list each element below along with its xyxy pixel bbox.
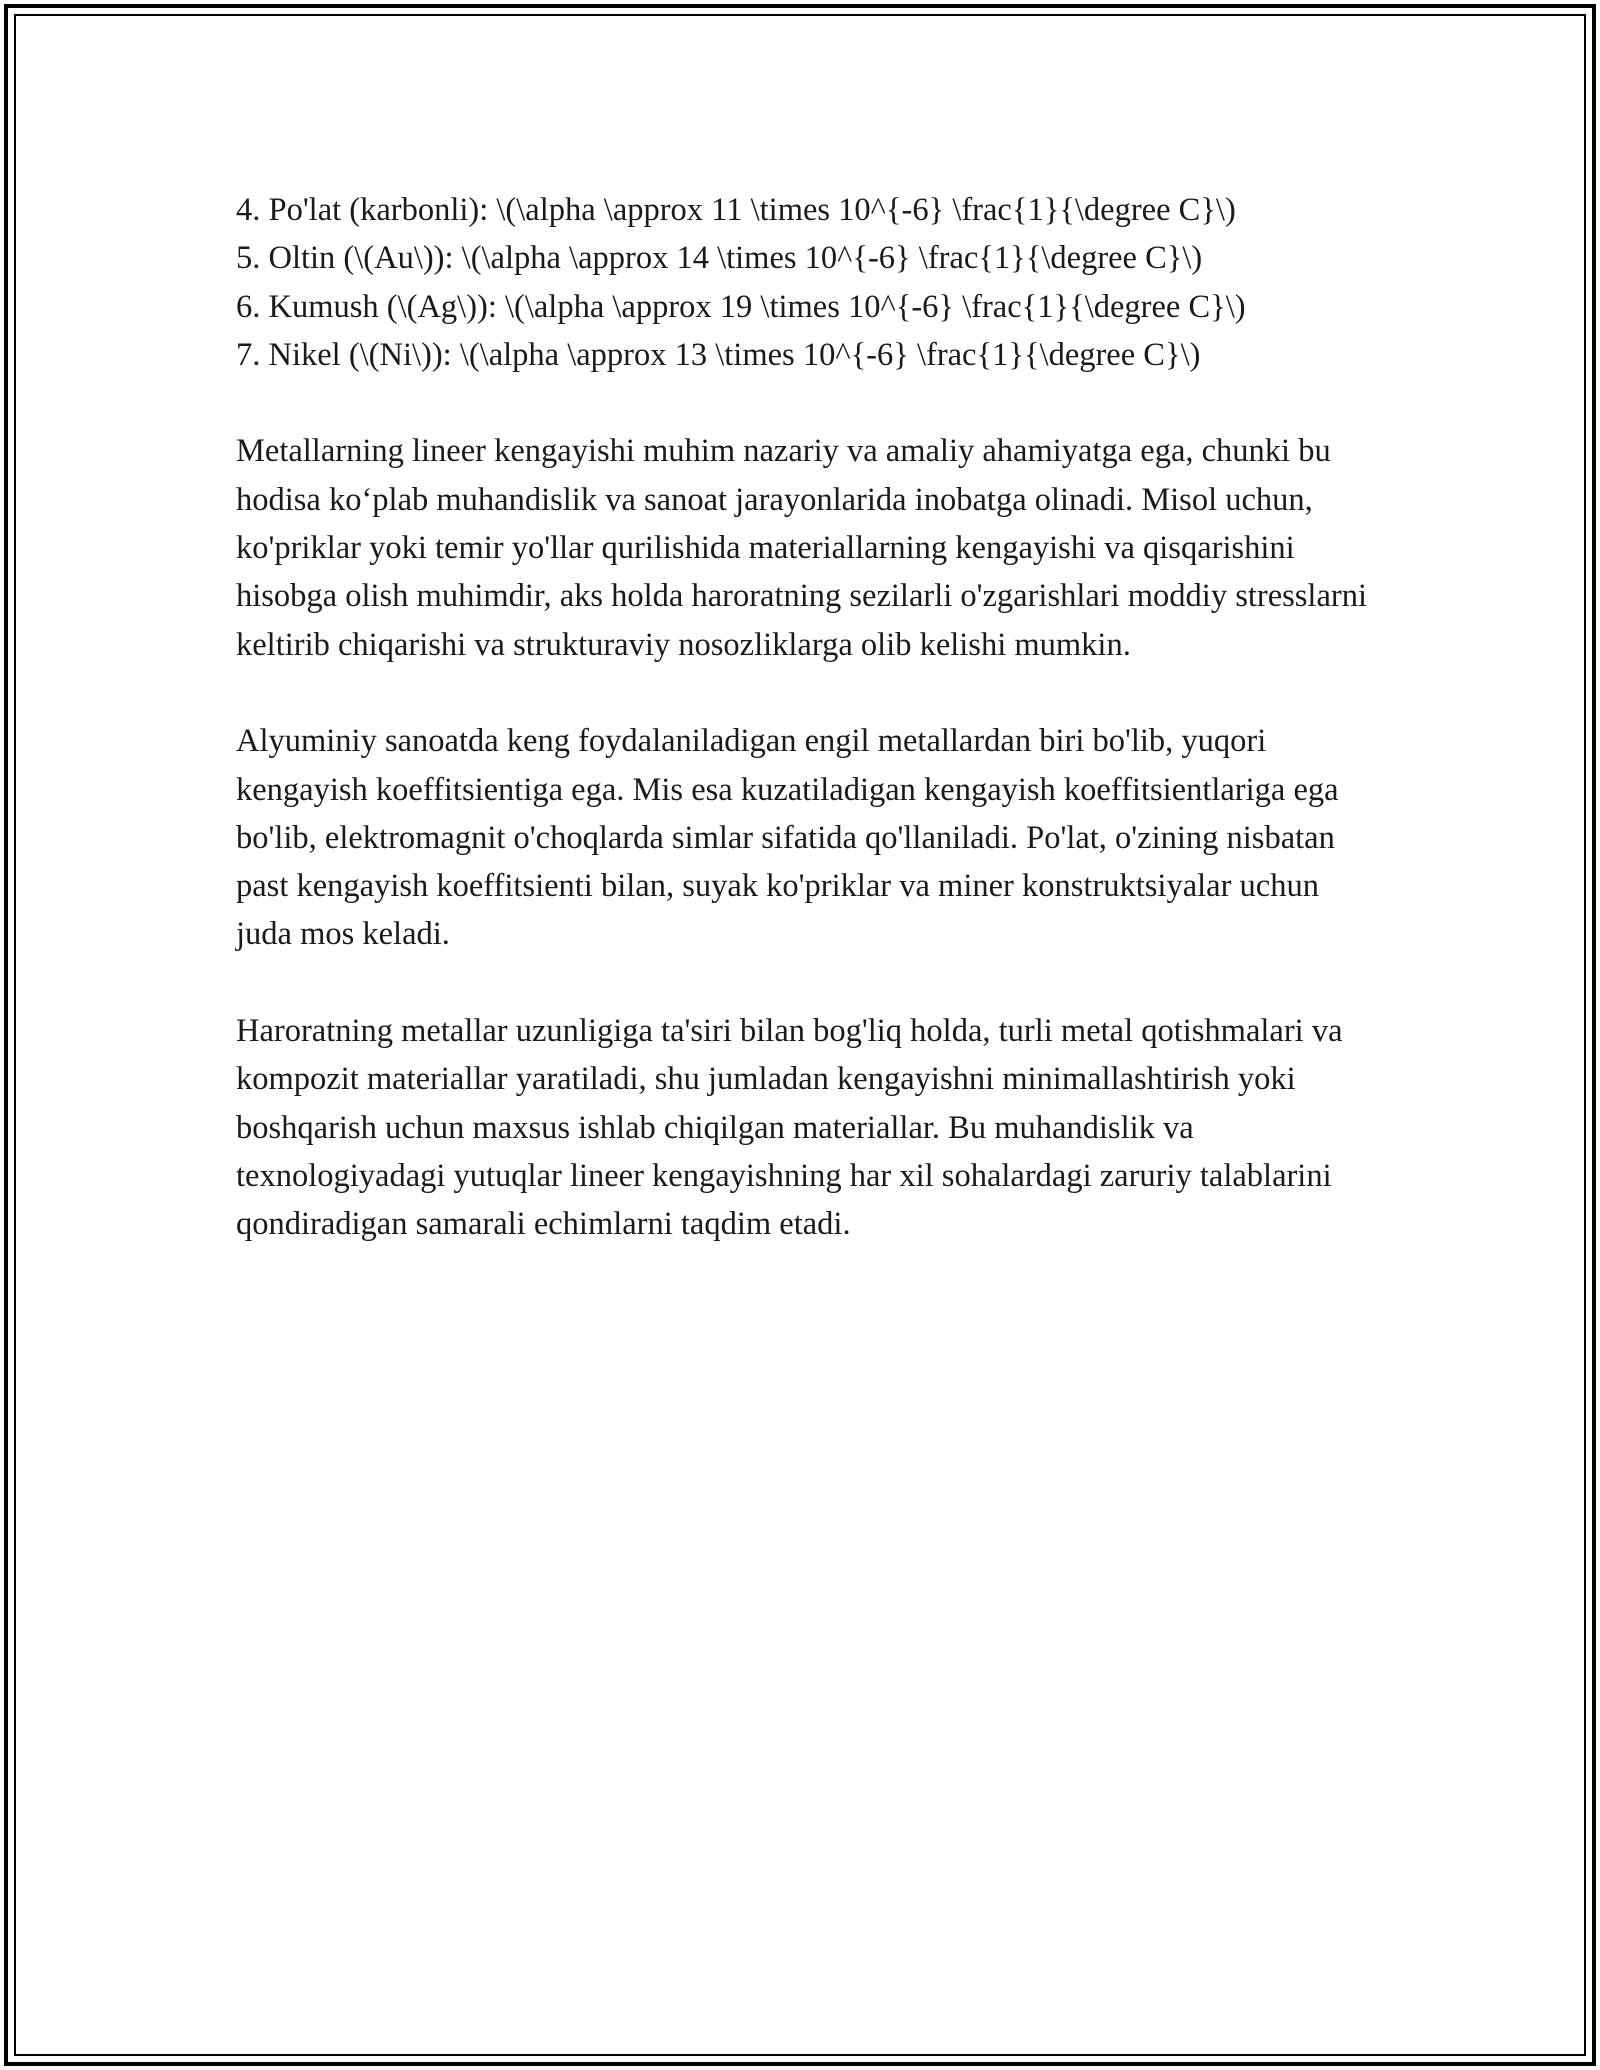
coefficient-list [236, 186, 1381, 379]
list-item-steel: 4. Po'lat (karbonli): \(\alpha \approx 11 \times 10^{-6} \frac{1}{\degree C}\) [236, 192, 1236, 228]
paragraph-importance: Metallarning lineer kengayishi muhim nazariy va amaliy ahamiyatga ega, chunki bu hodisa ko‘plab muhandislik va sanoat jarayonlarida inobatga olinadi. Misol uchun, ko'priklar yoki temir yo'llar qurilishida materiallarning kengayishi va qisqarishini hisobga olish muhimdir, aks holda haroratning sezilarli o'zgarishlari moddiy stresslarni keltirib chiqarishi va strukturaviy nosozliklarga olib kelishi mumkin. [236, 433, 1367, 663]
document-body [236, 186, 1381, 1249]
list-item-nickel: 7. Nikel (\(Ni\)): \(\alpha \approx 13 \times 10^{-6} \frac{1}{\degree C}\) [236, 336, 1201, 373]
paragraph-alloys: Haroratning metallar uzunligiga ta'siri bilan bog'liq holda, turli metal qotishmalari va kompozit materiallar yaratiladi, shu jumladan kengayishni minimallashtirish yoki boshqarish uchun maxsus ishlab chiqilgan materiallar. Bu muhandislik va texnologiyadagi yutuqlar lineer kengayishning har xil sohalardagi zaruriy talablarini qondiradigan samarali echimlarni taqdim etadi. [236, 1013, 1343, 1243]
list-item-gold: 5. Oltin (\(Au\)): \(\alpha \approx 14 \times 10^{-6} \frac{1}{\degree C}\) [236, 240, 1203, 277]
list-item-silver: 6. Kumush (\(Ag\)): \(\alpha \approx 19 \times 10^{-6} \frac{1}{\degree C}\) [236, 288, 1246, 325]
paragraph-metals-usage: Alyuminiy sanoatda keng foydalaniladigan engil metallardan biri bo'lib, yuqori kengayish koeffitsientiga ega. Mis esa kuzatiladigan kengayish koeffitsientlariga ega bo'lib, elektromagnit o'choqlarda simlar sifatida qo'llaniladi. Po'lat, o'zining nisbatan past kengayish koeffitsienti bilan, suyak ko'priklar va miner konstruktsiyalar uchun juda mos keladi. [236, 723, 1339, 953]
